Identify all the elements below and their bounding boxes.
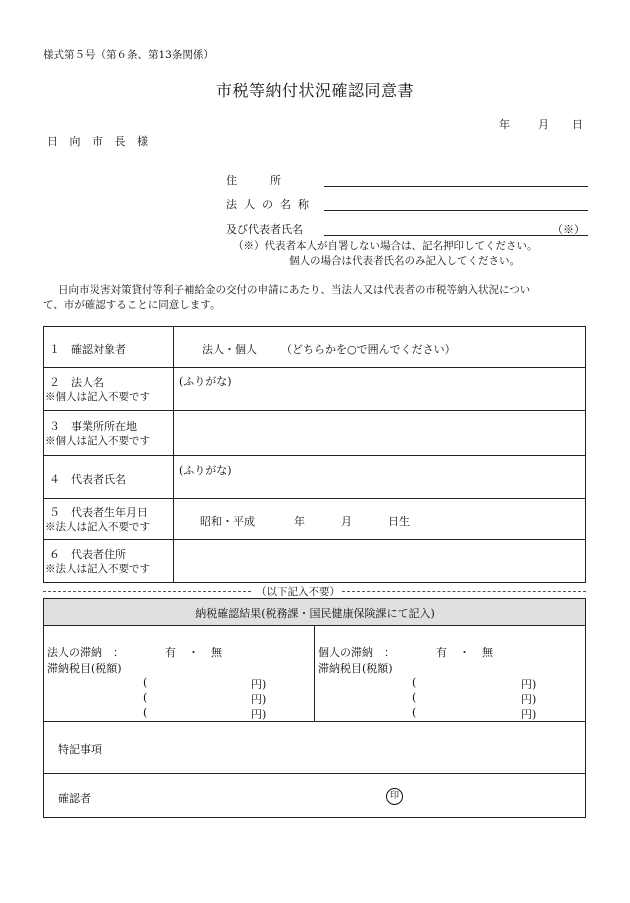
corp-arrears-label: 法人の滞納 ： [47,646,124,659]
corp-name-label: 法人の名称 [226,198,316,211]
corp-tax-yen: 円) [251,678,267,691]
birth-era-choice[interactable]: 昭和・平成 [200,515,255,528]
address-field-line[interactable] [324,186,588,187]
date-month-label: 月 [538,118,549,131]
indiv-tax-paren: ( [412,706,417,719]
rep-name-label: 及び代表者氏名 [226,223,303,236]
corp-arrears-dot: ・ [188,646,199,659]
row-rep-name-label: ４ 代表者氏名 [49,473,126,486]
corp-tax-paren: ( [143,676,148,689]
indiv-tax-paren: ( [412,676,417,689]
note-signature: （※）代表者本人が自署しない場合は、記名押印してください。 [233,240,538,252]
office-address-field[interactable] [174,411,585,454]
rep-address-field[interactable] [174,540,585,582]
addressee: 日 向 市 長 様 [47,135,152,148]
remarks-label: 特記事項 [58,743,102,756]
indiv-tax-yen: 円) [521,678,537,691]
corp-tax-item-label: 滞納税目(税額) [47,662,122,675]
indiv-arrears-dot: ・ [459,646,470,659]
separator-dash-left [43,591,251,592]
indiv-arrears-no: 無 [482,646,493,659]
corp-tax-yen: 円) [251,693,267,706]
table-row-divider [43,367,586,368]
date-day-label: 日 [572,118,583,131]
row-rep-address-label: ６ 代表者住所 [49,548,126,561]
corp-tax-yen: 円) [251,708,267,721]
indiv-arrears-yes: 有 [436,646,447,659]
consent-text-line2: て、市が確認することに同意します。 [43,299,221,311]
corp-name-field-line[interactable] [324,210,588,211]
corp-arrears-no: 無 [211,646,222,659]
corp-tax-paren: ( [143,691,148,704]
indiv-tax-paren: ( [412,691,417,704]
birth-month-label: 月 [341,515,352,528]
form-number: 様式第５号（第６条、第13条関係） [43,49,214,61]
indiv-tax-yen: 円) [521,693,537,706]
row-birthdate-note: ※法人は記入不要です [45,521,150,533]
row-corp-name-label: ２ 法人名 [49,376,104,389]
note-individual: 個人の場合は代表者氏名のみ記入してください。 [289,255,520,267]
corp-arrears-yes: 有 [165,646,176,659]
indiv-tax-item-label: 滞納税目(税額) [318,662,393,675]
corp-tax-paren: ( [143,706,148,719]
separator-dash-right [342,591,586,592]
document-title: 市税等納付状況確認同意書 [215,81,414,100]
corp-name-furigana[interactable]: (ふりがな) [179,375,232,388]
rep-name-field-line[interactable] [324,235,588,236]
indiv-tax-yen: 円) [521,708,537,721]
choice-hint: （どちらかを○で囲んでください） [281,343,456,356]
row-corp-name-note: ※個人は記入不要です [45,391,150,403]
separator-label: （以下記入不要） [256,586,340,598]
row-office-address-label: ３ 事業所所在地 [49,420,137,433]
indiv-arrears-label: 個人の滞納 ： [318,646,395,659]
address-label: 住 所 [226,174,281,187]
corp-or-individual-choice[interactable]: 法人・個人 [202,343,257,356]
result-column-divider [314,625,315,721]
row-rep-address-note: ※法人は記入不要です [45,563,150,575]
rep-name-furigana[interactable]: (ふりがな) [179,464,232,477]
rep-name-mark: （※） [552,223,585,236]
result-row-divider [43,773,586,774]
birth-day-label: 日生 [388,515,410,528]
birth-year-label: 年 [294,515,305,528]
result-header: 納税確認結果(税務課・国民健康保険課にて記入) [195,607,435,620]
row-birthdate-label: ５ 代表者生年月日 [49,506,148,519]
table-row-divider [43,455,586,456]
result-row-divider [43,721,586,722]
table-row-divider [43,498,586,499]
row-office-address-note: ※個人は記入不要です [45,435,150,447]
row-target-label: １ 確認対象者 [49,343,126,356]
confirmer-label: 確認者 [58,792,91,805]
seal-mark: 印 [386,788,403,805]
date-year-label: 年 [499,118,510,131]
consent-text-line1: 日向市災害対策貸付等利子補給金の交付の申請にあたり、当法人又は代表者の市税等納入状況につい [58,284,531,296]
